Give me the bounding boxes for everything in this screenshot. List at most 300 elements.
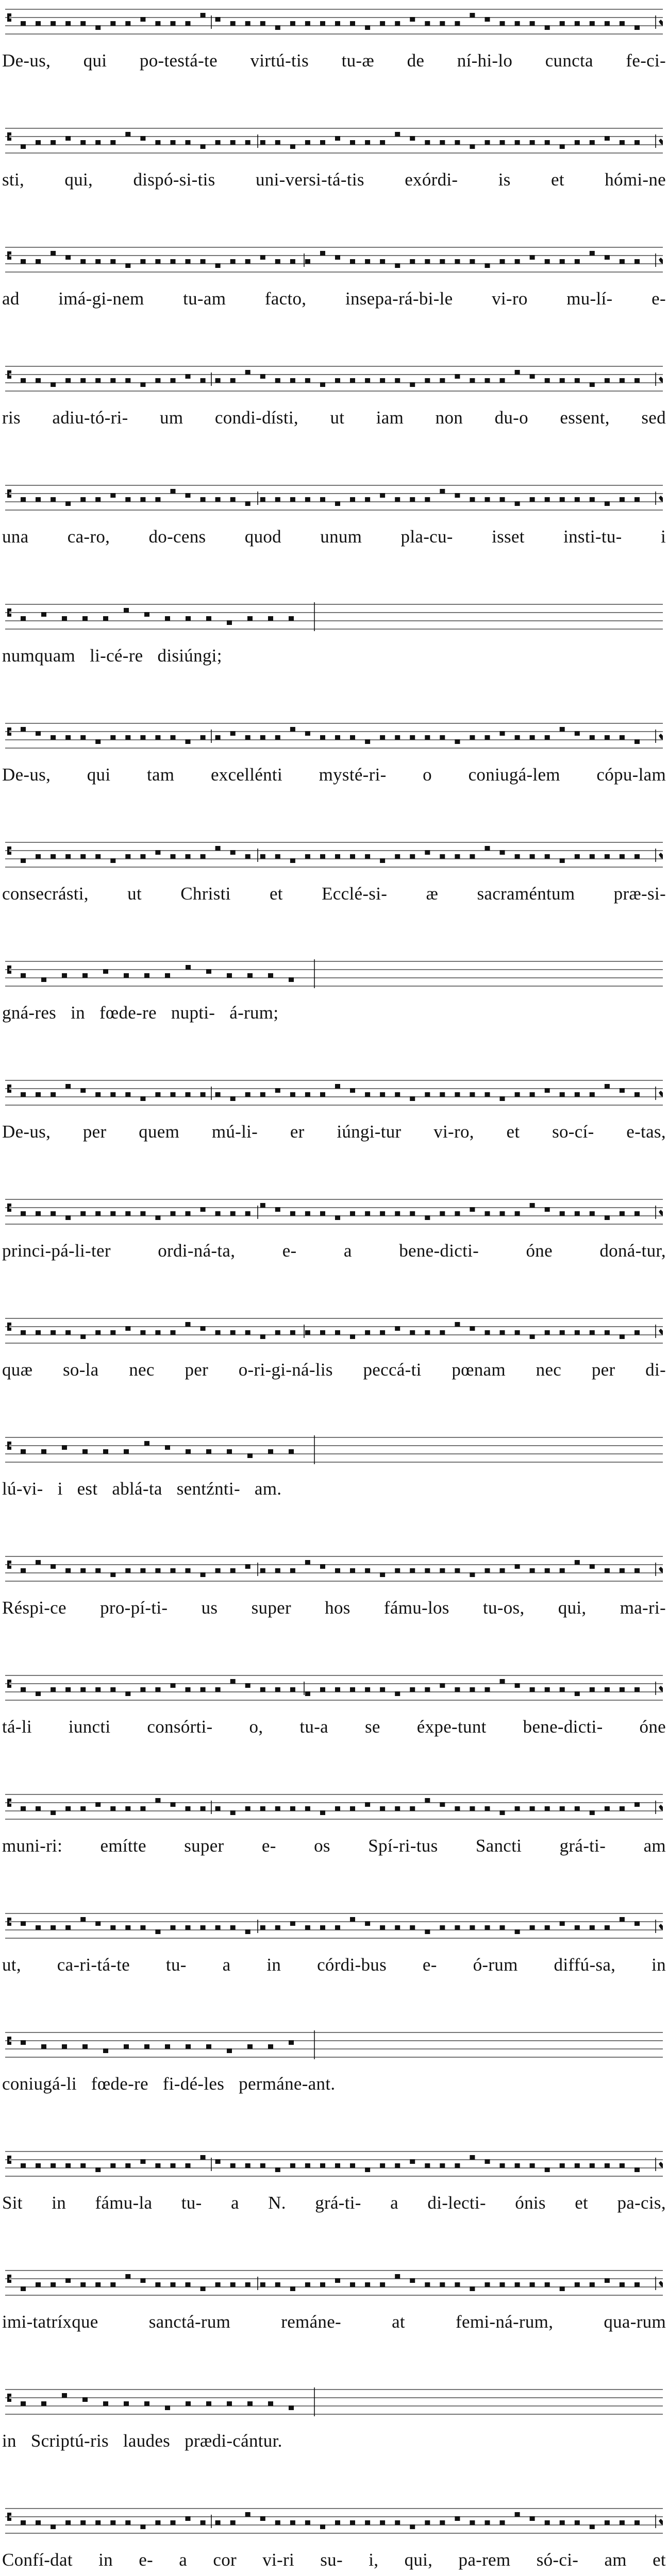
- lyric-word: consórti-: [147, 1717, 213, 1737]
- neume: [634, 497, 640, 502]
- neume: [455, 2163, 460, 2168]
- neume: [425, 2163, 430, 2168]
- neume: [260, 2163, 265, 2168]
- neume: [440, 1568, 445, 1573]
- neume: [155, 2282, 160, 2287]
- neume: [215, 735, 221, 740]
- chant-system: [0, 839, 668, 917]
- neume: [110, 2163, 115, 2168]
- neume: [275, 1687, 280, 1692]
- neume: [230, 2282, 236, 2287]
- neume: [201, 1687, 206, 1692]
- neume: [605, 854, 610, 859]
- neume: [124, 973, 129, 978]
- neume: [171, 1211, 176, 1216]
- lyric-word: pa-rem: [458, 2550, 511, 2570]
- lyric-line: [2, 765, 666, 786]
- neume: [21, 858, 26, 863]
- neume: [21, 616, 26, 621]
- neume: [155, 497, 160, 502]
- neume: [275, 854, 280, 859]
- lyric-word: ordi-ná-ta,: [158, 1241, 236, 1261]
- lyric-word: De-us,: [2, 50, 51, 71]
- neume: [51, 1564, 56, 1569]
- neume: [575, 140, 580, 145]
- neume: [395, 132, 400, 137]
- neume: [41, 1449, 46, 1454]
- neume: [275, 2520, 280, 2525]
- neume: [335, 1806, 340, 1811]
- neume: [140, 1806, 145, 1811]
- neume: [485, 497, 490, 502]
- neume: [65, 1215, 71, 1220]
- neume: [215, 2159, 221, 2164]
- neume: [380, 1806, 385, 1811]
- neume: [365, 1802, 370, 1807]
- neume: [155, 378, 160, 383]
- lyric-line: [2, 170, 666, 191]
- neume: [560, 1806, 565, 1811]
- neume: [65, 2278, 71, 2283]
- neume: [590, 1925, 595, 1930]
- neume: [365, 1687, 370, 1692]
- neume: [186, 493, 191, 498]
- lyric-word: fámu-la: [95, 2193, 153, 2213]
- neume: [500, 1211, 505, 1216]
- custos-icon: [659, 1567, 663, 1573]
- neume: [590, 1564, 595, 1569]
- neume: [350, 1917, 355, 1922]
- neume: [245, 1929, 250, 1934]
- neume: [440, 2520, 445, 2525]
- neume: [350, 1088, 355, 1093]
- neume: [560, 259, 565, 264]
- neume: [305, 1925, 310, 1930]
- lyric-word: po-testá-te: [139, 50, 218, 71]
- neume: [605, 1215, 610, 1220]
- staff: [5, 482, 663, 515]
- neume: [440, 140, 445, 145]
- neume: [455, 140, 460, 145]
- neume: [140, 735, 145, 740]
- neume: [186, 259, 191, 264]
- neume: [590, 21, 595, 26]
- neume: [410, 1687, 415, 1692]
- neume: [425, 1568, 430, 1573]
- neume: [36, 1211, 41, 1216]
- lyric-word: Confí-dat: [2, 2550, 73, 2570]
- neume: [485, 2159, 490, 2164]
- neume: [545, 140, 550, 145]
- neume: [95, 1921, 101, 1926]
- lyric-word: su-: [320, 2550, 343, 2570]
- lyric-word: um: [160, 408, 183, 428]
- neume: [470, 1806, 475, 1811]
- neume: [260, 1687, 265, 1692]
- neume: [575, 1691, 580, 1696]
- lyric-word: só-ci-: [536, 2550, 579, 2570]
- neume: [380, 2163, 385, 2168]
- neume: [290, 259, 295, 264]
- neume: [171, 854, 176, 859]
- neume: [230, 140, 236, 145]
- neume: [380, 1687, 385, 1692]
- neume: [215, 17, 221, 22]
- neume: [455, 21, 460, 26]
- neume: [575, 1925, 580, 1930]
- neume: [171, 378, 176, 383]
- lyric-word: grá-ti-: [315, 2193, 361, 2213]
- neume: [395, 1691, 400, 1696]
- staff: [5, 2148, 663, 2181]
- neume: [545, 1568, 550, 1573]
- neume: [215, 263, 221, 268]
- lyric-word: qui,: [64, 170, 93, 190]
- lyric-word: facto,: [264, 289, 307, 309]
- lyric-word: Sancti: [475, 1836, 522, 1856]
- neume: [530, 1568, 535, 1573]
- lyric-word: do-cens: [148, 527, 206, 547]
- neume: [500, 1810, 505, 1815]
- neume: [103, 616, 108, 621]
- neume: [140, 136, 145, 141]
- lyric-word: is: [498, 170, 511, 190]
- neume: [21, 1806, 26, 1811]
- neume: [186, 739, 191, 744]
- neume: [260, 735, 265, 740]
- neume: [500, 497, 505, 502]
- neume: [275, 25, 280, 30]
- neume: [51, 1925, 56, 1930]
- neume: [410, 497, 415, 502]
- neume: [289, 2040, 294, 2045]
- lyric-word: imi-tatríxque: [2, 2312, 98, 2332]
- neume: [290, 1687, 295, 1692]
- neume: [110, 259, 115, 264]
- lyric-word: princi-pá-li-ter: [2, 1241, 111, 1261]
- neume: [500, 1096, 505, 1101]
- lyric-word: vi-ro: [492, 289, 528, 309]
- neume: [201, 735, 206, 740]
- lyric-word: á-rum;: [229, 1003, 279, 1023]
- neume: [560, 1211, 565, 1216]
- neume: [275, 259, 280, 264]
- neume: [290, 2520, 295, 2525]
- neume: [560, 2163, 565, 2168]
- neume: [36, 1925, 41, 1930]
- neume: [201, 2520, 206, 2525]
- neume: [410, 259, 415, 264]
- lyric-word: du-o: [494, 408, 528, 428]
- neume: [62, 1445, 67, 1450]
- neume: [260, 497, 265, 502]
- neume: [41, 2044, 46, 2049]
- neume: [305, 1092, 310, 1097]
- neume: [395, 21, 400, 26]
- lyric-line: [2, 2550, 666, 2571]
- neume: [365, 1921, 370, 1926]
- neume: [560, 378, 565, 383]
- lyric-word: e-: [422, 1955, 437, 1975]
- neume: [320, 1330, 325, 1335]
- lyric-word: muni-ri:: [2, 1836, 63, 1856]
- neume: [124, 2044, 129, 2049]
- neume: [530, 21, 535, 26]
- neume: [455, 2282, 460, 2287]
- neume: [245, 21, 250, 26]
- lyric-word: adiu-tó-ri-: [52, 408, 128, 428]
- neume: [95, 1330, 101, 1335]
- neume: [575, 378, 580, 383]
- neume: [350, 2163, 355, 2168]
- neume: [62, 2044, 67, 2049]
- neume: [201, 1572, 206, 1577]
- lyric-word: nupti-: [171, 1003, 215, 1023]
- neume: [268, 2401, 273, 2406]
- neume: [605, 2520, 610, 2525]
- neume: [41, 977, 46, 982]
- chant-system: [0, 2148, 668, 2226]
- neume: [65, 1330, 71, 1335]
- neume: [245, 1683, 250, 1688]
- neume: [320, 140, 325, 145]
- neume: [155, 850, 160, 855]
- neume: [275, 378, 280, 383]
- neume: [125, 263, 130, 268]
- neume: [605, 2163, 610, 2168]
- neume: [440, 1683, 445, 1688]
- neume: [485, 1568, 490, 1573]
- neume: [530, 2516, 535, 2521]
- neume: [560, 144, 565, 149]
- neume: [201, 1326, 206, 1331]
- neume: [110, 21, 115, 26]
- lyric-word: ónis: [515, 2193, 546, 2213]
- neume: [186, 1687, 191, 1692]
- neume: [125, 2520, 130, 2525]
- neume: [275, 1088, 280, 1093]
- lyric-word: pa-cis,: [617, 2193, 666, 2213]
- neume: [227, 2401, 232, 2406]
- neume: [155, 735, 160, 740]
- neume: [275, 1568, 280, 1573]
- chant-system: [0, 1434, 668, 1512]
- neume: [320, 21, 325, 26]
- neume: [155, 1092, 160, 1097]
- lyric-word: ut,: [2, 1955, 21, 1975]
- neume: [545, 259, 550, 264]
- lyric-word: qui,: [558, 1598, 587, 1618]
- lyric-word: am: [604, 2550, 627, 2570]
- neume: [320, 1092, 325, 1097]
- neume: [425, 1687, 430, 1692]
- custos-icon: [659, 496, 663, 502]
- neume: [186, 21, 191, 26]
- custos-icon: [659, 1686, 663, 1692]
- lyric-word: o-ri-gi-ná-lis: [238, 1360, 333, 1380]
- neume: [80, 735, 86, 740]
- neume: [21, 144, 26, 149]
- neume: [335, 378, 340, 383]
- neume: [620, 1211, 625, 1216]
- neume: [201, 854, 206, 859]
- neume: [410, 2278, 415, 2283]
- lyric-word: doná-tur,: [599, 1241, 666, 1261]
- neume: [470, 1092, 475, 1097]
- neume: [380, 2282, 385, 2287]
- neume: [455, 1211, 460, 1216]
- neume: [620, 140, 625, 145]
- neume: [51, 140, 56, 145]
- neume: [380, 378, 385, 383]
- neume: [575, 1806, 580, 1811]
- neume: [215, 2520, 221, 2525]
- lyric-word: a: [343, 1241, 352, 1261]
- neume: [140, 1096, 145, 1101]
- neume: [201, 1925, 206, 1930]
- neume: [230, 1925, 236, 1930]
- neume: [155, 21, 160, 26]
- staff: [5, 1315, 663, 1348]
- neume: [575, 1330, 580, 1335]
- neume: [530, 1687, 535, 1692]
- neume: [65, 1084, 71, 1089]
- neume: [110, 140, 115, 145]
- neume: [36, 1691, 41, 1696]
- neume: [21, 1687, 26, 1692]
- neume: [470, 1925, 475, 1930]
- neume: [245, 735, 250, 740]
- neume: [171, 1330, 176, 1335]
- neume: [171, 140, 176, 145]
- neume: [605, 1806, 610, 1811]
- neume: [230, 259, 236, 264]
- neume: [245, 2282, 250, 2287]
- lyric-word: e-: [652, 289, 666, 309]
- lyric-word: nec: [129, 1360, 155, 1380]
- neume: [470, 2155, 475, 2160]
- neume: [305, 140, 310, 145]
- chant-system: [0, 1910, 668, 1988]
- neume: [560, 1092, 565, 1097]
- lyric-line: [2, 1955, 666, 1976]
- neume: [80, 140, 86, 145]
- neume: [455, 1806, 460, 1811]
- neume: [634, 1568, 640, 1573]
- neume: [124, 2401, 129, 2406]
- lyric-word: iuncti: [68, 1717, 111, 1737]
- neume: [425, 850, 430, 855]
- lyric-word: mú-li-: [211, 1122, 258, 1142]
- neume: [290, 858, 295, 863]
- neume: [155, 1568, 160, 1573]
- neume: [171, 259, 176, 264]
- lyric-word: quæ: [2, 1360, 33, 1380]
- custos-icon: [659, 258, 663, 264]
- neume: [350, 378, 355, 383]
- staff: [5, 2505, 663, 2538]
- neume: [335, 1215, 340, 1220]
- neume: [365, 1092, 370, 1097]
- neume: [227, 2048, 232, 2053]
- neume: [260, 374, 265, 379]
- neume: [275, 1806, 280, 1811]
- neume: [515, 2512, 520, 2517]
- neume: [395, 854, 400, 859]
- neume: [103, 1449, 108, 1454]
- neume: [65, 1568, 71, 1573]
- lyric-word: nec: [536, 1360, 562, 1380]
- neume: [186, 2401, 191, 2406]
- lyric-word: se: [365, 1717, 380, 1737]
- neume: [260, 255, 265, 260]
- neume: [245, 1330, 250, 1335]
- neume: [36, 1330, 41, 1335]
- neume: [515, 1929, 520, 1934]
- lyric-word: una: [2, 527, 29, 547]
- neume: [350, 2282, 355, 2287]
- neume: [62, 973, 67, 978]
- neume: [275, 2282, 280, 2287]
- neume: [515, 1806, 520, 1811]
- neume: [245, 501, 250, 506]
- neume: [410, 854, 415, 859]
- neume: [305, 854, 310, 859]
- neume: [545, 854, 550, 859]
- neume: [21, 1568, 26, 1573]
- neume: [289, 977, 294, 982]
- neume: [21, 973, 26, 978]
- neume: [530, 140, 535, 145]
- lyric-line: [2, 527, 666, 548]
- neume: [215, 1568, 221, 1573]
- neume: [275, 140, 280, 145]
- neume: [560, 2286, 565, 2291]
- neume: [560, 497, 565, 502]
- neume: [247, 2401, 253, 2406]
- chant-system: [0, 363, 668, 440]
- neume: [215, 378, 221, 383]
- neume: [634, 140, 640, 145]
- lyric-line: [2, 2193, 666, 2214]
- chant-system: [0, 2029, 668, 2107]
- neume: [140, 1330, 145, 1335]
- staff: [5, 1077, 663, 1110]
- neume: [230, 1568, 236, 1573]
- lyric-word: a: [179, 2550, 188, 2570]
- neume: [320, 1810, 325, 1815]
- lyric-word: mu-lí-: [566, 289, 613, 309]
- neume: [51, 21, 56, 26]
- neume: [201, 1207, 206, 1212]
- neume: [186, 2163, 191, 2168]
- neume: [380, 735, 385, 740]
- neume: [290, 144, 295, 149]
- lyric-word: tu-: [181, 2193, 202, 2213]
- neume: [395, 378, 400, 383]
- neume: [65, 21, 71, 26]
- neume: [215, 2282, 221, 2287]
- lyric-word: quem: [139, 1122, 180, 1142]
- neume: [290, 1330, 295, 1335]
- neume: [186, 1211, 191, 1216]
- lyric-word: bene-dicti-: [523, 1717, 603, 1737]
- lyric-word: et: [653, 2550, 666, 2570]
- lyric-word: tu-os,: [482, 1598, 525, 1618]
- neume: [410, 1925, 415, 1930]
- neume: [440, 1211, 445, 1216]
- neume: [410, 1806, 415, 1811]
